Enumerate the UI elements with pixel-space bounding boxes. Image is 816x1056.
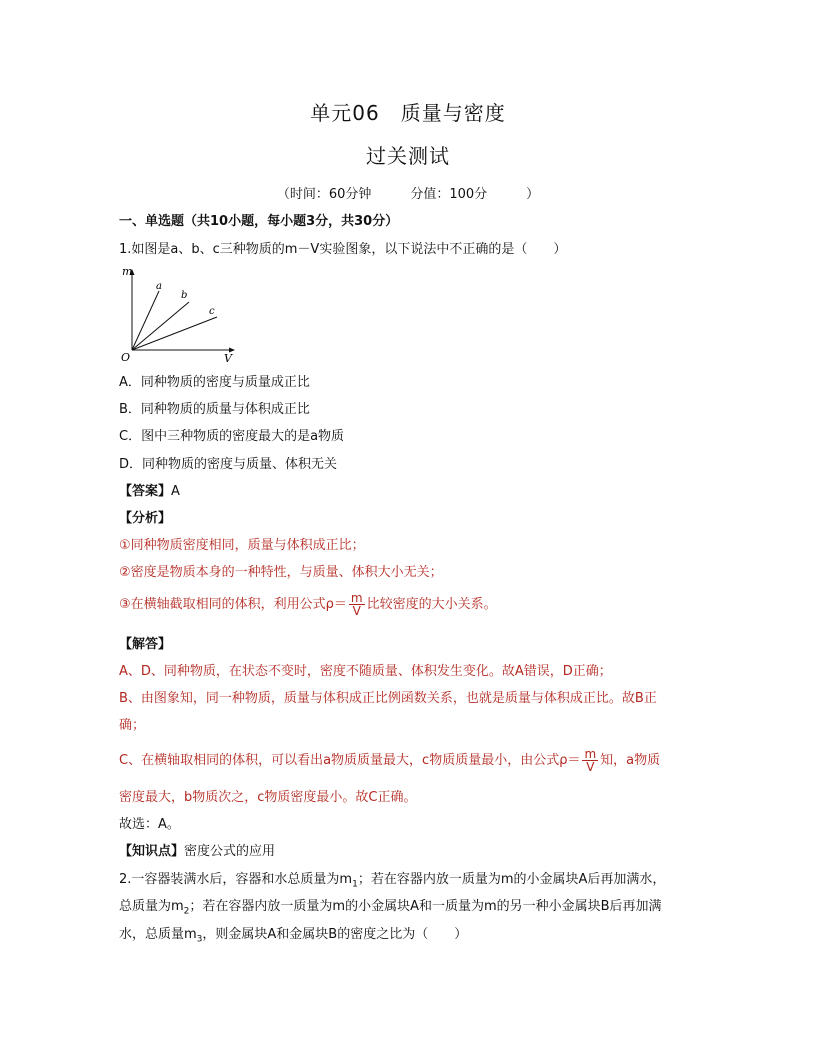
solution-line-5: 密度最大，b物质次之，c物质密度最小。故C正确。 <box>119 790 417 805</box>
q2-line-3-b: ，则金属块A和金属块B的密度之比为（ ） <box>202 927 468 942</box>
origin-label: O <box>121 351 131 364</box>
solution-tag: 【解答】 <box>119 637 172 652</box>
q2-line-2-b: ；若在容器内放一质量为m的小金属块A和一质量为m的另一种小金属块B后再加满 <box>189 899 662 914</box>
q2-line-2 <box>119 898 662 921</box>
q2-line-3 <box>119 926 467 949</box>
solution-line-2: B、由图象知，同一种物质，质量与体积成正比例函数关系，也就是质量与体积成正比。故B正 <box>119 691 657 706</box>
analysis-point-3 <box>119 592 497 618</box>
fraction-numerator-2: m <box>584 747 597 761</box>
solution-line-4-text: C、在横轴取相同的体积，可以看出a物质质量最大，c物质质量最小，由公式ρ＝ <box>119 753 581 768</box>
solution-line-3: 确； <box>119 718 146 733</box>
density-fraction-2 <box>582 748 598 773</box>
answer-line <box>119 483 180 501</box>
page-title: 单元06 质量与密度 <box>310 101 506 125</box>
x-axis-label: V <box>224 352 232 365</box>
section-heading: 一、单选题（共10小题，每小题3分，共30分） <box>119 214 399 229</box>
knowledge-value: 密度公式的应用 <box>184 844 276 859</box>
m-v-graph <box>119 265 244 365</box>
answer-tag: 【答案】 <box>119 484 172 499</box>
line-c-label: c <box>209 306 215 317</box>
q1-option-a: A．同种物质的密度与质量成正比 <box>119 375 310 390</box>
line-b-label: b <box>181 290 188 301</box>
fraction-numerator: m <box>350 591 363 605</box>
solution-line-1: A、D、同种物质，在状态不变时，密度不随质量、体积发生变化。故A错误，D正确； <box>119 664 612 679</box>
analysis-tag: 【分析】 <box>119 511 172 526</box>
q2-line-1-a: 2.一容器装满水后，容器和水总质量为m <box>119 872 353 887</box>
q2-line-1 <box>119 871 665 894</box>
answer-value: A <box>171 484 180 499</box>
analysis-point-3-text: ③在横轴截取相同的体积，利用公式ρ＝ <box>119 597 347 612</box>
analysis-point-3-end: 比较密度的大小关系。 <box>366 597 497 612</box>
subscript-3: 3 <box>196 934 203 945</box>
y-axis-label: m <box>122 265 133 278</box>
exam-meta: （时间：60分钟 分值：100分 ） <box>276 187 540 202</box>
analysis-point-1: ①同种物质密度相同，质量与体积成正比； <box>119 538 365 553</box>
density-fraction <box>349 592 365 617</box>
q2-line-1-b: ；若在容器内放一质量为m的小金属块A后再加满水， <box>357 872 666 887</box>
choice-line: 故选：A。 <box>119 817 180 832</box>
analysis-point-2: ②密度是物质本身的一种特性，与质量、体积大小无关； <box>119 565 443 580</box>
knowledge-line <box>119 843 275 861</box>
q1-stem: 1.如图是a、b、c三种物质的m－V实验图象，以下说法中不正确的是（ ） <box>119 242 567 257</box>
line-a-label: a <box>156 281 162 292</box>
q2-line-2-a: 总质量为m <box>119 899 184 914</box>
fraction-denominator: V <box>352 604 361 618</box>
knowledge-tag: 【知识点】 <box>119 844 185 859</box>
solution-line-4 <box>119 748 660 774</box>
line-b <box>132 302 189 350</box>
subscript-2: 2 <box>183 906 190 917</box>
q2-line-3-a: 水，总质量m <box>119 927 197 942</box>
subscript-1: 1 <box>352 879 358 890</box>
page-subtitle: 过关测试 <box>366 144 450 168</box>
q1-option-d: D．同种物质的密度与质量、体积无关 <box>119 457 338 472</box>
solution-line-4-end: 知，a物质 <box>600 753 661 768</box>
q1-option-c: C．图中三种物质的密度最大的是a物质 <box>119 429 345 444</box>
q1-option-b: B．同种物质的质量与体积成正比 <box>119 402 310 417</box>
fraction-denominator-2: V <box>586 760 595 774</box>
